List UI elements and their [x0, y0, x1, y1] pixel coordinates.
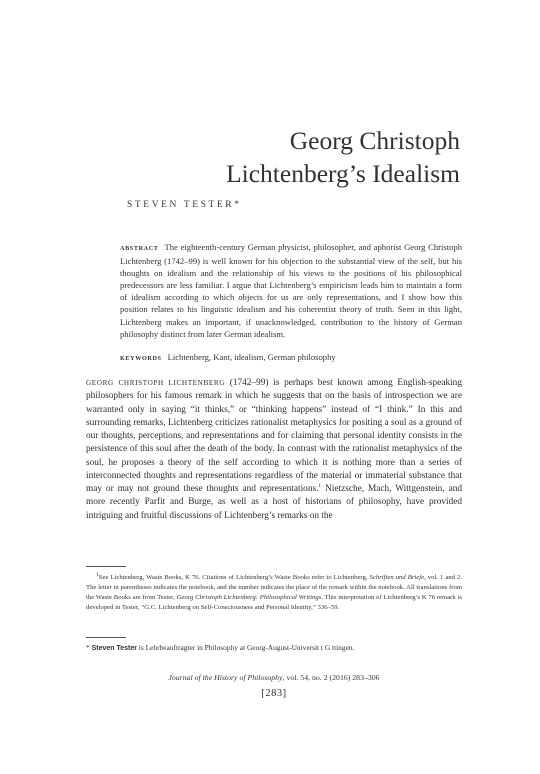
author-note-name: Steven Tester — [91, 645, 137, 652]
abstract — [120, 241, 462, 340]
title-line-1: Georg Christoph — [289, 126, 460, 155]
article-title — [86, 124, 460, 190]
footnote-text-2: , vol. 1 and 2. The letter in parentheses indicates the notebook, and the number indicates the place of the remark within the notebook. All translations from the Waste Books are from Tester, — [86, 574, 463, 602]
footnote-title-1: Schriften und Briefe — [369, 574, 425, 581]
keywords-text: Lichtenberg, Kant, idealism, German philosophy — [167, 352, 336, 362]
body-text-2: Nietzsche, Mach, Wittgenstein, and more recently Parfit and Burge, as well as a host of historians of philosophy, have provided intriguing and fruitful discussions of Lichtenberg’s remarks on the — [86, 484, 462, 521]
journal-citation — [86, 673, 462, 682]
footnote-divider — [86, 566, 126, 567]
author-note-marker: * — [86, 643, 90, 652]
keywords-label: KEYWORDS — [120, 355, 162, 362]
author-note — [86, 643, 462, 654]
abstract-label: ABSTRACT — [120, 245, 159, 252]
footnote — [86, 573, 462, 613]
journal-name: Journal of the History of Philosophy — [168, 673, 283, 682]
author-note-text: is Lehrbeauftragter in Philosophy at Georg-August-Universit t G ttingen. — [136, 643, 355, 652]
body-paragraph — [86, 377, 462, 523]
body-lead: GEORG CHRISTOPH LICHTENBERG — [86, 379, 226, 387]
body-text-1: (1742–99) is perhaps best known among English-speaking philosophers for his famous remark in which he suggests that on the basis of introspection we are warranted only in saying “it thinks,” or “thinking happens” instead of “I think.” In this and surrounding remarks, Lichtenberg criticizes rationalist metaphysics for positing a soul as a ground of our thoughts, perceptions, and representations and for claiming that personal identity consists in the persistence of this soul after the death of the body. In contrast with the rationalist metaphysics of the soul, he proposes a theory of the self according to which it is nothing more than a series of interconnected thoughts and representations regardless of the material or immaterial substance that may or may not ground these thoughts and representations. — [86, 378, 462, 494]
keywords — [120, 351, 462, 365]
page-number: [283] — [261, 688, 287, 699]
author-note-divider — [86, 637, 126, 638]
footnote-marker: 1 — [96, 571, 99, 578]
footnote-reference: 1 — [318, 482, 322, 489]
author-byline: STEVEN TESTER* — [127, 200, 242, 210]
journal-details: , vol. 54, no. 2 (2016) 283–306 — [282, 673, 380, 682]
abstract-text: The eighteenth-century German physicist, philosopher, and aphorist Georg Christoph Lichtenberg (1742–99) is well known for his objection to the substantial view of the self, but his thoughts on idealism and the relationship of his views to the positions of his philosophical predecessors are less familiar. I argue that Lichtenberg’s empiricism leads him to maintain a form of idealism according to which objects for us are only representations, and I show how this position relates to his linguistic idealism and his coherentist theory of truth. Seen in this light, Lichtenberg makes an important, if unacknowledged, contribution to the history of German philosophy distinct from later German idealism. — [120, 242, 462, 339]
footnote-text-1: See Lichtenberg, Waste Books, K 76. Citations of Lichtenberg’s Waste Books refer to Lichtenberg, — [98, 574, 370, 581]
footnote-title-2: Georg Christoph Lichtenberg: Philosophical Writings — [176, 594, 322, 602]
title-line-2: Lichtenberg’s Idealism — [226, 159, 460, 188]
footnote-text-3: . This interpretation of Lichtenberg’s K 76 remark is developed in Tester, “G.C. Lichtenberg on Self-Consciousness and Personal Identity,” 336–59. — [86, 594, 462, 612]
